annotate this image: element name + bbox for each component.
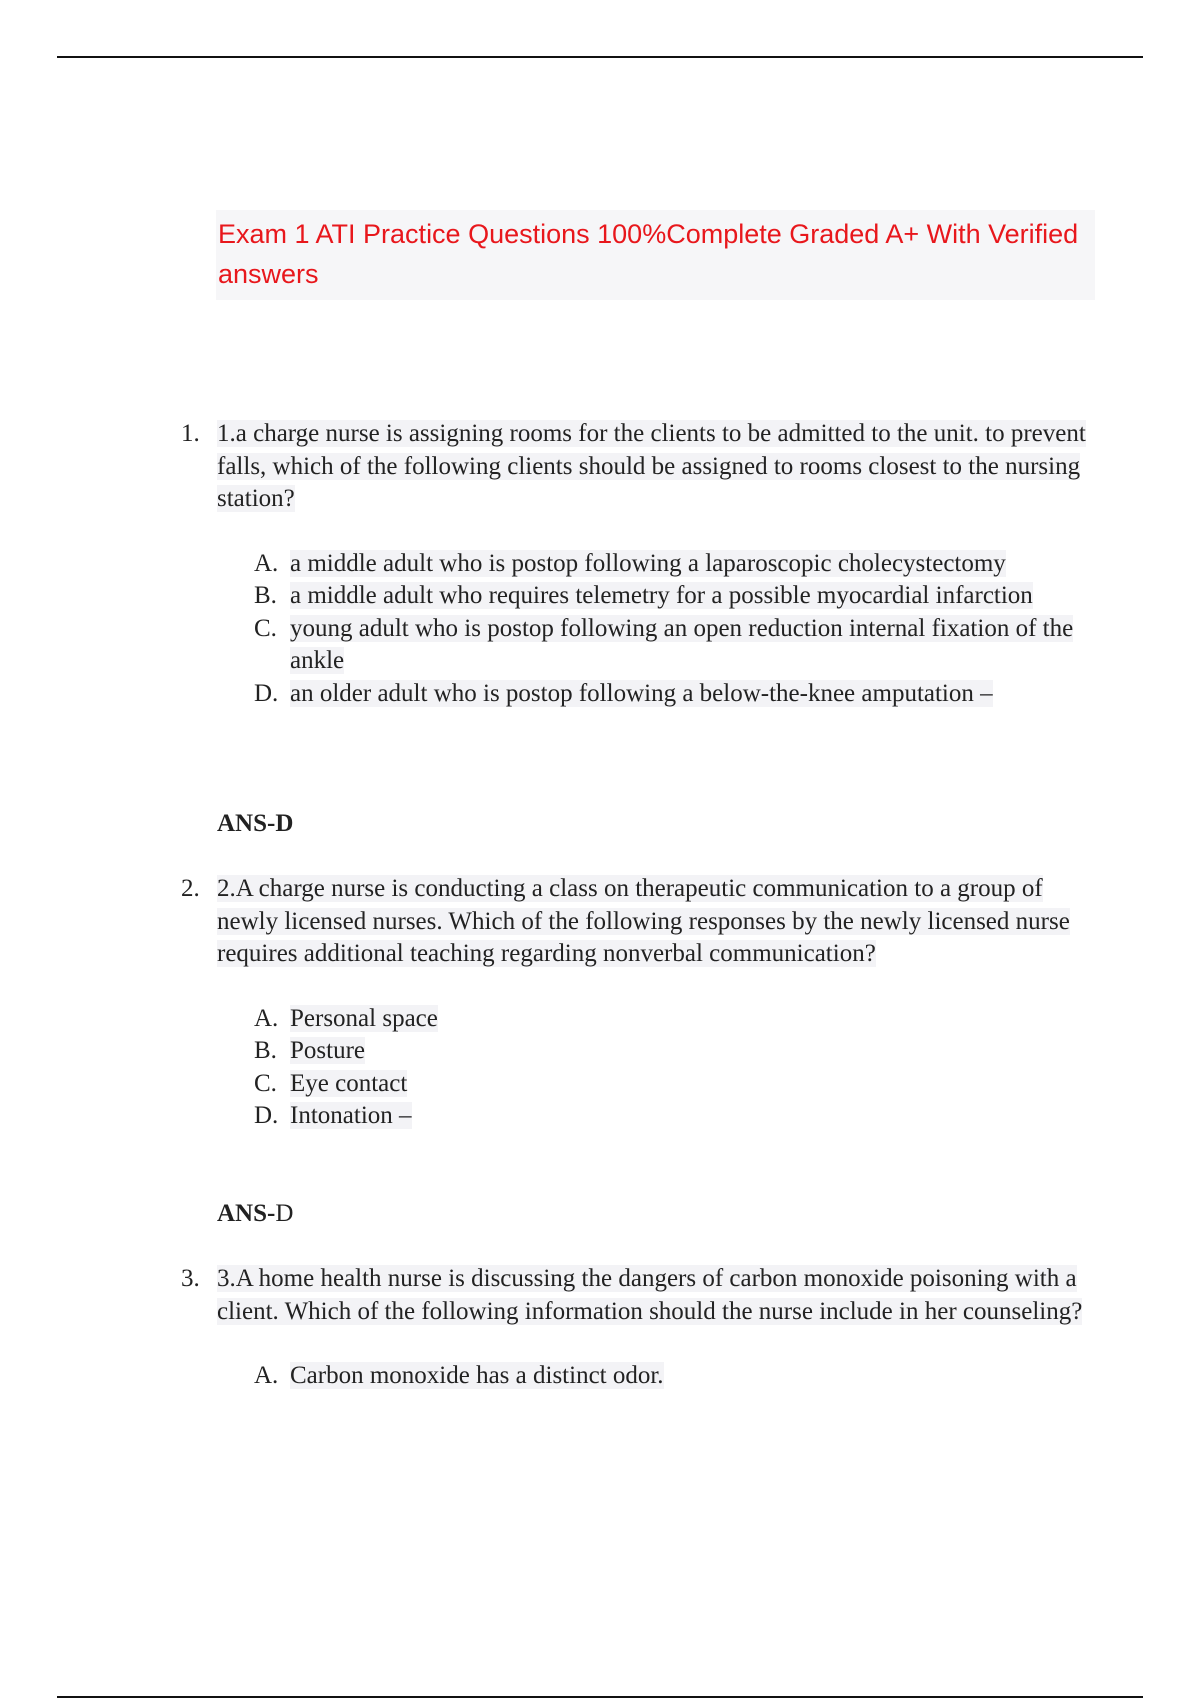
option-c: C. Eye contact	[254, 1069, 408, 1097]
option-b: B. Posture	[254, 1037, 365, 1064]
question-text: 1.a charge nurse is assigning rooms for the clients to be admitted to the unit. to prevent falls, which of the following clients should be assigned to rooms closest to the nursing station?	[217, 420, 1086, 512]
option-list	[0, 1003, 1200, 1133]
question-text: 3.A home health nurse is discussing the dangers of carbon monoxide poisoning with a client. Which of the following information should the nurse include in her counseling?	[217, 1265, 1083, 1325]
option-a: A. Carbon monoxide has a distinct odor.	[254, 1362, 664, 1389]
option-a: A. Personal space	[254, 1004, 438, 1032]
option-list	[0, 1360, 1200, 1393]
question-number: 2.	[181, 875, 200, 902]
option-d: D. Intonation –	[254, 1102, 412, 1129]
option-d: D. an older adult who is postop following a below-the-knee amputation –	[254, 679, 993, 707]
question-3	[0, 1263, 1200, 1393]
question-number: 3.	[181, 1265, 200, 1292]
option-list	[0, 548, 1200, 711]
answer-1: ANS-D	[217, 810, 294, 837]
option-a: A. a middle adult who is postop following a laparoscopic cholecystectomy	[254, 549, 1006, 577]
header-rule	[57, 56, 1143, 58]
footer-rule	[57, 1696, 1143, 1698]
option-c: C. young adult who is postop following an open reduction internal fixation of the ankle	[254, 614, 1074, 674]
question-text: 2.A charge nurse is conducting a class on therapeutic communication to a group of newly licensed nurses. Which of the following responses by the newly licensed nurse requires additional teaching regarding nonverbal communication?	[217, 875, 1070, 967]
document-title: Exam 1 ATI Practice Questions 100%Complete Graded A+ With Verified answers	[216, 210, 1095, 300]
question-number: 1.	[181, 420, 200, 447]
option-b: B. a middle adult who requires telemetry for a possible myocardial infarction	[254, 582, 1033, 609]
question-2	[0, 873, 1200, 1133]
answer-2: ANS-D	[217, 1200, 294, 1227]
question-1	[0, 418, 1200, 710]
